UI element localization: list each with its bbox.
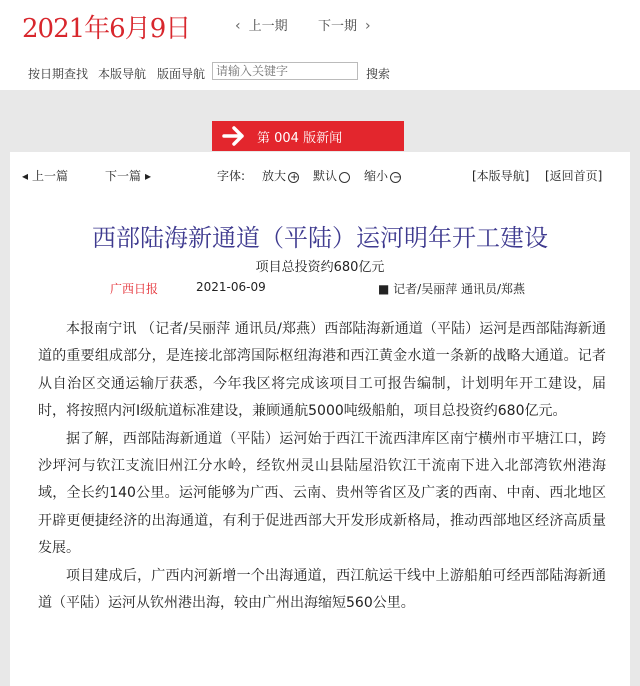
page-nav-link[interactable]: 本版导航 [98, 67, 147, 81]
minus-circle-icon: − [390, 172, 401, 183]
prev-article-link[interactable] [22, 167, 68, 184]
home-link[interactable]: [返回首页] [545, 169, 603, 183]
prev-article-label: 上一篇 [32, 169, 69, 183]
default-size-button[interactable] [313, 167, 350, 184]
zoom-out-button[interactable] [364, 167, 401, 184]
masthead [0, 0, 640, 90]
chevron-left-icon: ◂ [22, 169, 29, 183]
article-source: 广西日报 [110, 282, 159, 296]
font-size-label: 字体: [217, 169, 246, 183]
circle-icon [339, 172, 350, 183]
page-version-banner [212, 121, 404, 151]
next-article-label: 下一篇 [105, 169, 142, 183]
arrow-right-icon [222, 125, 248, 147]
article-paragraph: 据了解，西部陆海新通道（平陆）运河始于西江干流西津库区南宁横州市平塘江口，跨沙坪河与钦江支流旧州江分水岭，经钦州灵山县陆屋沿钦江干流南下进入北部湾钦州港海域，全长约140公里。运河能够为广西、云南、贵州等省区及广袤的西南、中南、西北地区开辟更便捷经济的出海通道，有利于促进西部大开发形成新格局，推动西部地区经济高质量发展。 [38, 430, 606, 557]
by-date-link[interactable]: 按日期查找 [28, 67, 89, 81]
article-paragraph: 本报南宁讯 （记者/吴丽萍 通讯员/郑燕）西部陆海新通道（平陆）运河是西部陆海新通道的重要组成部分，是连接北部湾国际枢纽海港和西江黄金水道一条新的战略大通道。记者从自治区交通运输厅获悉，今年我区将完成该项目工可报告编制，计划明年开工建设，届时，将按照内河I级航道标准建设，兼顾通航5000吨级船舶，项目总投资约680亿元。 [38, 321, 606, 420]
article-subtitle: 项目总投资约680亿元 [255, 260, 385, 275]
next-issue-label: 下一期 [318, 19, 358, 34]
next-issue-link[interactable] [318, 15, 371, 34]
article-date: 2021-06-09 [196, 280, 266, 294]
next-article-link[interactable] [105, 167, 151, 184]
zoom-in-button[interactable] [262, 167, 299, 184]
toolbar [0, 58, 640, 90]
layout-nav-link[interactable]: 版面导航 [157, 67, 206, 81]
article-body [38, 316, 606, 617]
page-nav-link[interactable]: [本版导航] [472, 169, 530, 183]
chevron-right-icon: › [365, 18, 371, 34]
zoom-out-label: 缩小 [364, 169, 389, 183]
prev-issue-link[interactable] [235, 15, 288, 34]
article-paragraph: 项目建成后，广西内河新增一个出海通道，西江航运干线中上游船舶可经西部陆海新通道（平陆）运河从钦州港出海，较由广州出海缩短560公里。 [38, 567, 606, 612]
chevron-left-icon: ‹ [235, 18, 241, 34]
plus-circle-icon: + [290, 172, 299, 183]
zoom-in-label: 放大 [262, 169, 287, 183]
search-button[interactable]: 搜索 [366, 67, 391, 81]
version-label: 第 004 版新闻 [257, 131, 343, 146]
article-byline: ■ 记者/吴丽萍 通讯员/郑燕 [378, 282, 526, 296]
issue-date: 2021年6月9日 [22, 14, 191, 44]
chevron-right-icon: ▸ [145, 169, 152, 183]
default-size-label: 默认 [313, 169, 338, 183]
prev-issue-label: 上一期 [248, 19, 288, 34]
article-panel [10, 152, 630, 686]
search-input[interactable] [212, 62, 358, 80]
article-title: 西部陆海新通道（平陆）运河明年开工建设 [92, 224, 548, 252]
